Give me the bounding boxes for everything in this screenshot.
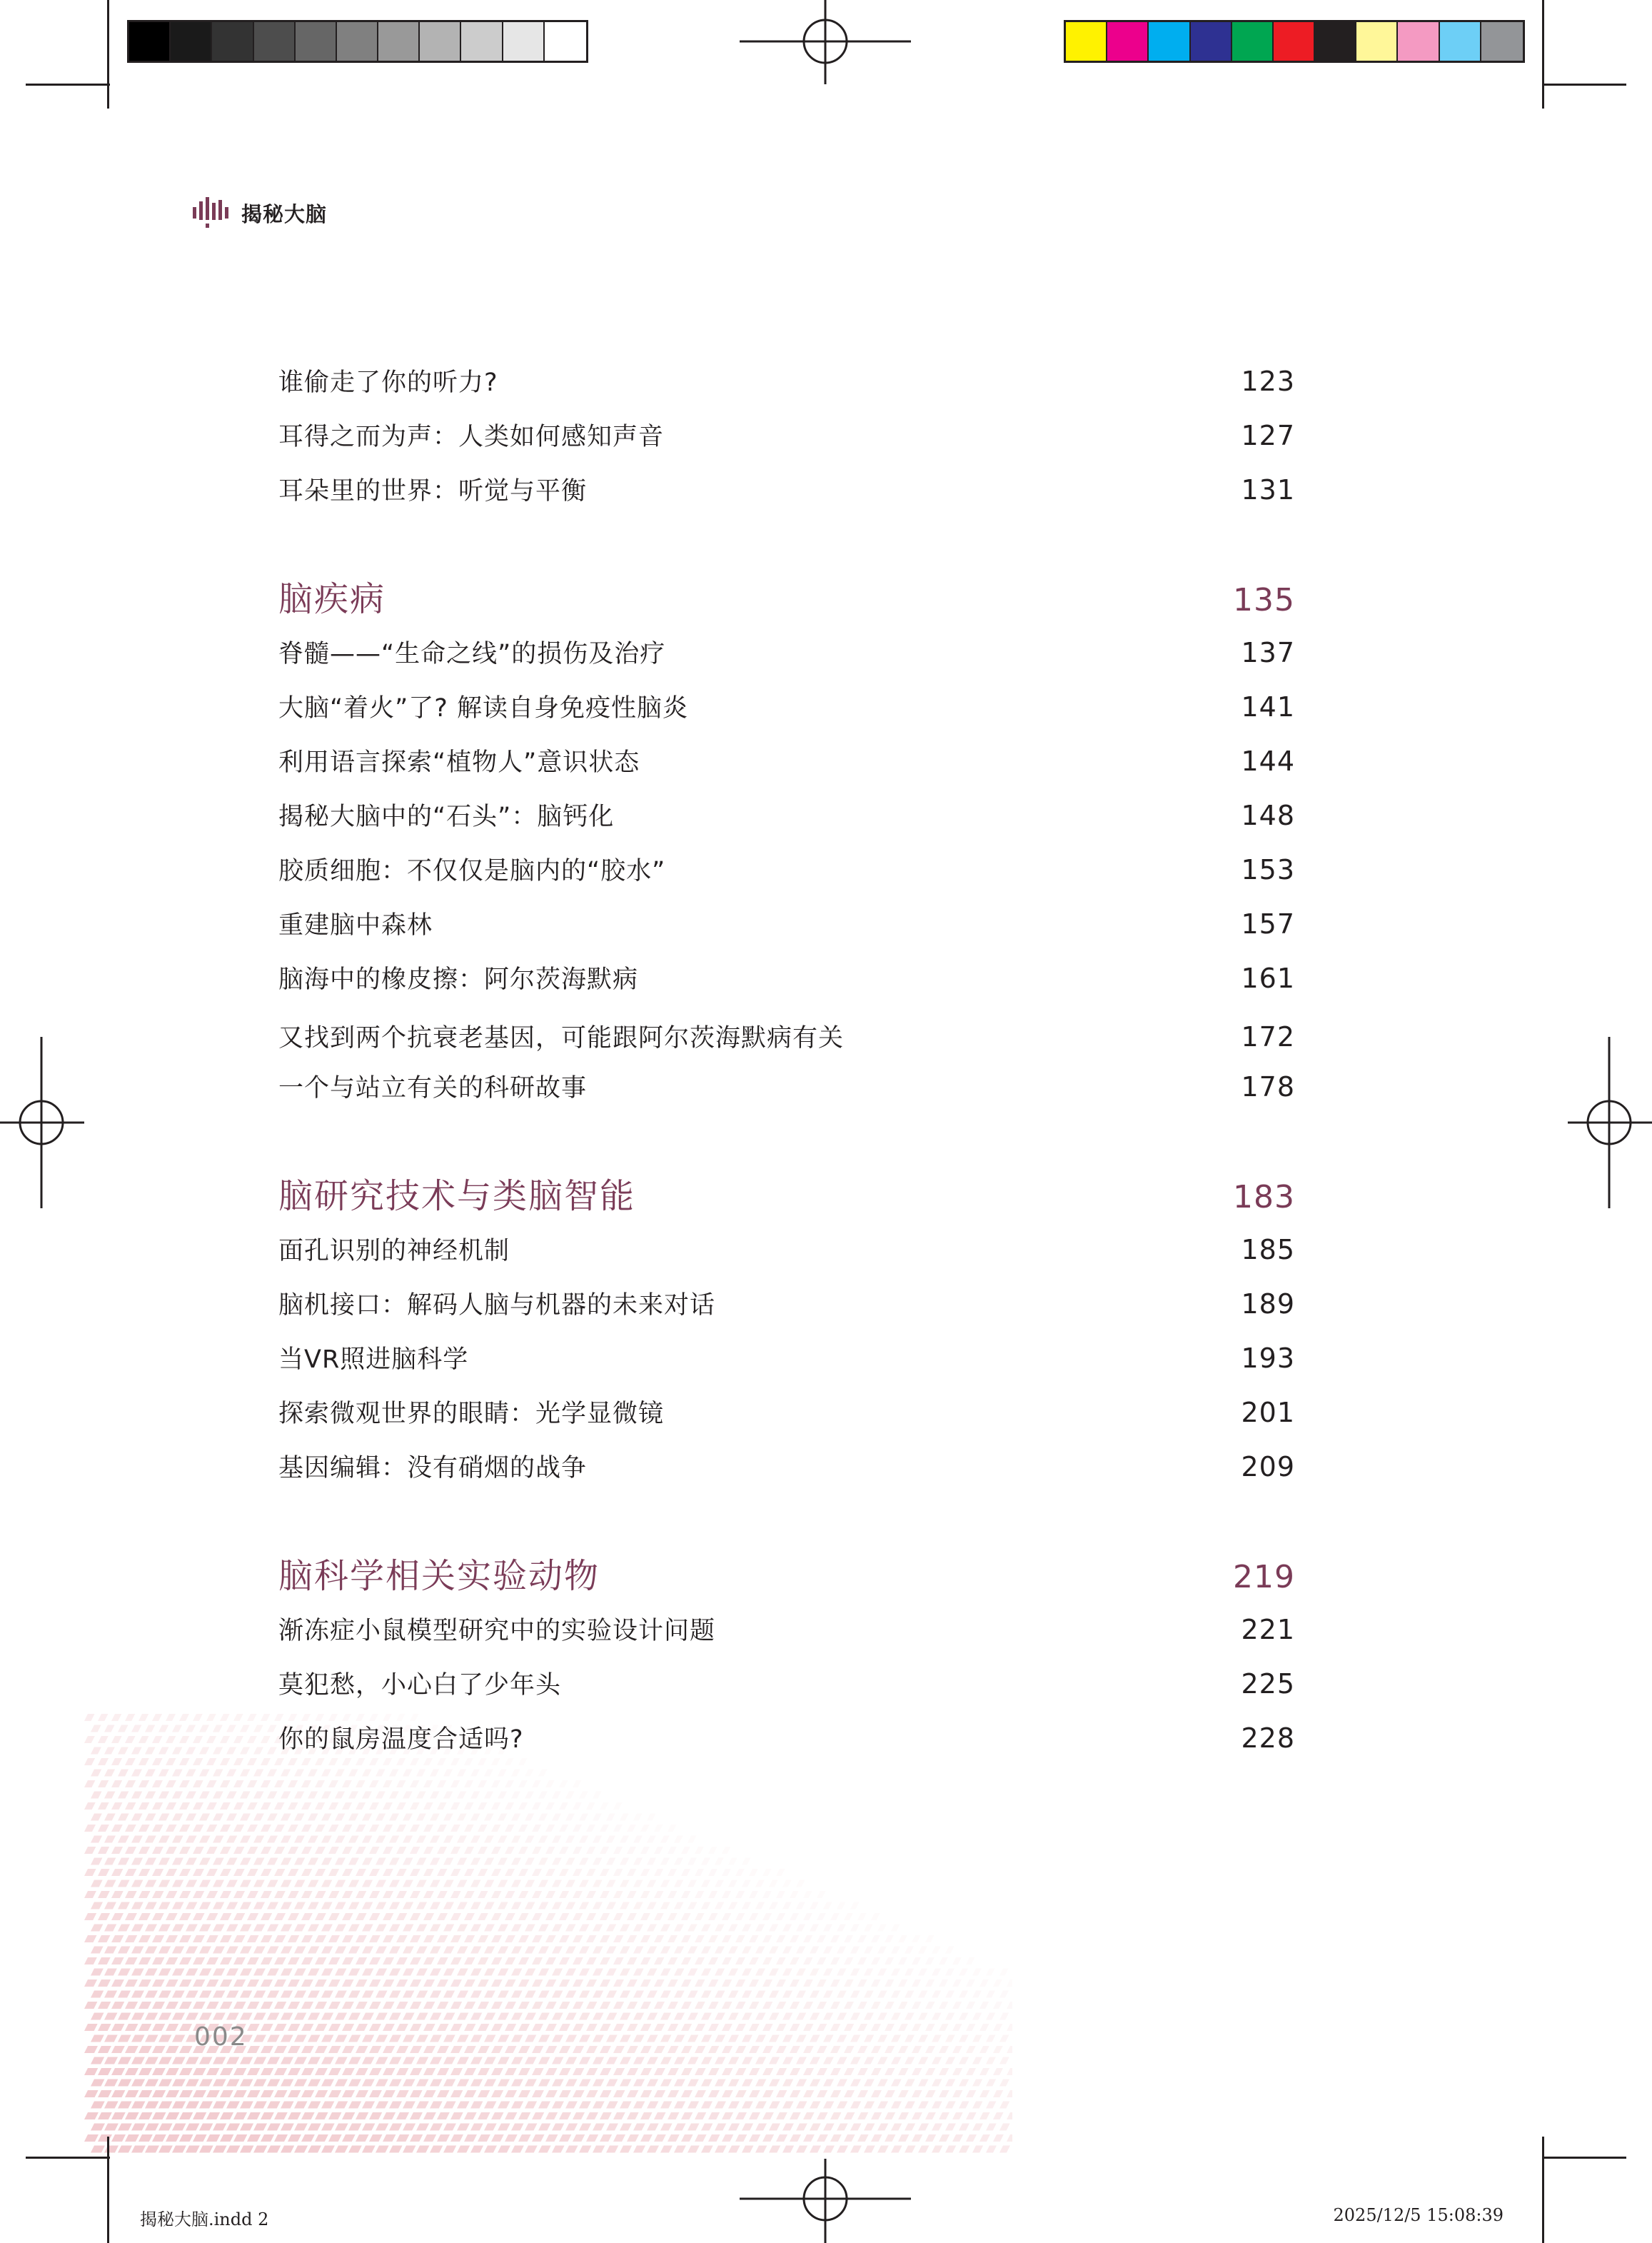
- toc-entry-page: 201: [1241, 1397, 1295, 1428]
- color-swatch: [171, 22, 212, 61]
- toc-entry[interactable]: [278, 1018, 1295, 1054]
- toc-entry-title: 揭秘大脑中的“石头”：脑钙化: [278, 803, 615, 831]
- toc-entry-page: 144: [1241, 746, 1295, 777]
- toc-entry[interactable]: [278, 634, 1295, 670]
- toc-entry-title: 大脑“着火”了? 解读自身免疫性脑炎: [278, 694, 688, 723]
- color-swatch: [1315, 22, 1356, 61]
- crop-mark: [107, 0, 109, 109]
- toc-entry-page: 193: [1241, 1343, 1295, 1374]
- crop-mark: [1542, 2157, 1626, 2159]
- toc-entry-title: 一个与站立有关的科研故事: [278, 1074, 588, 1103]
- toc-section-page: 183: [1233, 1179, 1295, 1215]
- toc-entry-page: 209: [1241, 1451, 1295, 1482]
- toc-section-page: 219: [1233, 1559, 1295, 1595]
- toc-entry[interactable]: [278, 1448, 1295, 1484]
- toc-entry[interactable]: [278, 1665, 1295, 1701]
- toc-section-page: 135: [1233, 582, 1295, 618]
- toc-section-heading[interactable]: [278, 1548, 1295, 1597]
- toc-entry[interactable]: [278, 1231, 1295, 1267]
- toc-entry-title: 面孔识别的神经机制: [278, 1237, 510, 1265]
- toc-section-title: 脑疾病: [278, 579, 386, 619]
- toc-section-heading[interactable]: [278, 1168, 1295, 1218]
- toc-entry-page: 127: [1241, 420, 1295, 451]
- toc-entry[interactable]: [278, 1611, 1295, 1647]
- toc-section-heading[interactable]: [278, 571, 1295, 621]
- toc-entry-page: 185: [1241, 1234, 1295, 1265]
- toc-entry-page: 189: [1241, 1288, 1295, 1320]
- toc-entry-title: 基因编辑：没有硝烟的战争: [278, 1454, 588, 1482]
- toc-entry-title: 脑机接口：解码人脑与机器的未来对话: [278, 1291, 716, 1320]
- toc-entry-page: 148: [1241, 800, 1295, 831]
- toc-entry[interactable]: [278, 417, 1295, 453]
- toc-entry[interactable]: [278, 688, 1295, 724]
- toc-entry[interactable]: [278, 1720, 1295, 1755]
- toc-entry-page: 225: [1241, 1668, 1295, 1700]
- toc-entry-title: 探索微观世界的眼睛：光学显微镜: [278, 1400, 665, 1428]
- crop-mark: [107, 2137, 109, 2243]
- color-swatch: [212, 22, 253, 61]
- toc-entry-page: 228: [1241, 1722, 1295, 1754]
- toc-entry[interactable]: [278, 851, 1295, 887]
- toc-entry[interactable]: [278, 960, 1295, 995]
- registration-mark-left: [0, 1037, 84, 1208]
- toc-entry-title: 当VR照进脑科学: [278, 1345, 469, 1374]
- toc-entry-title: 渐冻症小鼠模型研究中的实验设计问题: [278, 1617, 716, 1645]
- toc-entry[interactable]: [278, 1285, 1295, 1321]
- table-of-contents: [278, 0, 1295, 2243]
- registration-mark-right: [1568, 1037, 1652, 1208]
- crop-mark: [1542, 2137, 1544, 2243]
- toc-entry-title: 胶质细胞：不仅仅是脑内的“胶水”: [278, 857, 666, 885]
- toc-entry-page: 137: [1241, 637, 1295, 668]
- color-swatch: [1356, 22, 1398, 61]
- crop-mark: [26, 84, 110, 86]
- book-title: 揭秘大脑: [241, 201, 328, 226]
- slug-timestamp: 2025/12/5 15:08:39: [1333, 2205, 1504, 2225]
- toc-entry-title: 谁偷走了你的听力?: [278, 368, 498, 397]
- toc-entry-page: 123: [1241, 366, 1295, 397]
- toc-entry-page: 157: [1241, 908, 1295, 940]
- toc-entry[interactable]: [278, 363, 1295, 398]
- toc-entry-title: 重建脑中森林: [278, 911, 433, 940]
- toc-entry-title: 脊髓——“生命之线”的损伤及治疗: [278, 640, 666, 668]
- sound-wave-logo-icon: [193, 197, 230, 229]
- crop-mark: [1542, 0, 1544, 109]
- toc-section-title: 脑科学相关实验动物: [278, 1556, 600, 1596]
- color-swatch: [1481, 22, 1523, 61]
- toc-entry[interactable]: [278, 1394, 1295, 1430]
- toc-entry-title: 脑海中的橡皮擦：阿尔茨海默病: [278, 965, 639, 994]
- toc-entry[interactable]: [278, 1340, 1295, 1375]
- toc-entry-title: 耳朵里的世界：听觉与平衡: [278, 477, 588, 506]
- crop-mark: [1542, 84, 1626, 86]
- slug-filename: 揭秘大脑.indd 2: [140, 2209, 269, 2229]
- toc-entry-title: 莫犯愁，小心白了少年头: [278, 1671, 562, 1700]
- toc-section-title: 脑研究技术与类脑智能: [278, 1176, 636, 1216]
- toc-entry-page: 141: [1241, 691, 1295, 723]
- toc-entry-title: 耳得之而为声：人类如何感知声音: [278, 423, 665, 451]
- color-swatch: [1440, 22, 1481, 61]
- toc-entry-title: 利用语言探索“植物人”意识状态: [278, 748, 640, 777]
- toc-entry-page: 221: [1241, 1614, 1295, 1645]
- toc-entry-page: 178: [1241, 1071, 1295, 1103]
- toc-entry-title: 又找到两个抗衰老基因，可能跟阿尔茨海默病有关: [278, 1024, 845, 1053]
- color-swatch: [129, 22, 171, 61]
- toc-entry[interactable]: [278, 471, 1295, 507]
- color-swatch: [1398, 22, 1439, 61]
- toc-entry[interactable]: [278, 905, 1295, 941]
- crop-mark: [26, 2157, 110, 2159]
- toc-entry-page: 153: [1241, 854, 1295, 885]
- page-number: 002: [194, 2022, 248, 2052]
- toc-entry[interactable]: [278, 743, 1295, 778]
- toc-entry-title: 你的鼠房温度合适吗?: [278, 1725, 524, 1754]
- toc-entry[interactable]: [278, 1068, 1295, 1104]
- toc-entry-page: 172: [1241, 1021, 1295, 1053]
- toc-entry-page: 131: [1241, 474, 1295, 506]
- toc-entry-page: 161: [1241, 963, 1295, 994]
- toc-entry[interactable]: [278, 797, 1295, 833]
